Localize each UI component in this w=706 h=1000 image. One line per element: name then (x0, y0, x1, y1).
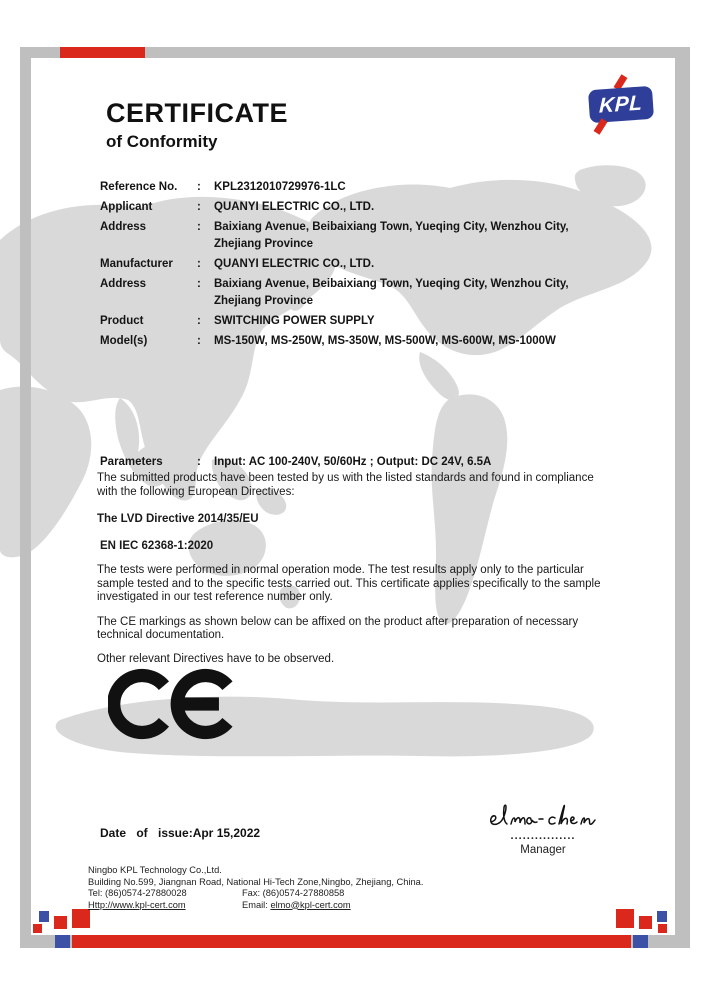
frame-right (675, 47, 690, 948)
date-of-issue (100, 826, 260, 840)
field-row-manufacturer-address (100, 276, 615, 310)
field-value: Input: AC 100-240V, 50/60Hz ; Output: DC 24V, 6.5A (214, 456, 492, 468)
certificate-title: CERTIFICATE (106, 98, 288, 128)
ce-mark (108, 666, 236, 742)
field-colon: : (197, 181, 201, 193)
field-label: Manufacturer (100, 258, 173, 270)
footer (88, 865, 528, 911)
date-of-issue-value: Apr 15,2022 (192, 826, 261, 840)
field-value: SWITCHING POWER SUPPLY (214, 315, 375, 327)
paragraph-tests: The tests were performed in normal operation mode. The test results apply only to the particular sample tested and to the specific tests carried out. This certificate applies specifically to the sample investigated in our test reference number only. (97, 564, 601, 603)
field-row-reference (100, 179, 615, 196)
footer-address: Building No.599, Jiangnan Road, National Hi-Tech Zone,Ningbo, Zhejiang, China. (88, 876, 424, 887)
logo-badge (588, 86, 654, 123)
field-row-applicant-address (100, 219, 615, 253)
footer-tel: Tel: (86)0574-27880028 (88, 888, 187, 898)
footer-email-link[interactable]: elmo@kpl-cert.com (270, 899, 351, 910)
signature-handwriting (481, 798, 605, 832)
paragraph-intro: The submitted products have been tested by us with the listed standards and found in compliance with the following European Directives: (97, 472, 594, 498)
field-colon: : (197, 201, 201, 213)
field-label: Product (100, 315, 144, 327)
top-red-accent (60, 47, 145, 58)
deco-square (639, 916, 652, 929)
field-value: Baixiang Avenue, Beibaixiang Town, Yueqing City, Wenzhou City, Zhejiang Province (214, 221, 569, 250)
field-label: Address (100, 278, 147, 290)
field-label: Model(s) (100, 335, 148, 347)
deco-square (39, 911, 49, 922)
field-colon: : (197, 315, 201, 327)
bottom-red-bar (72, 935, 631, 948)
field-colon: : (197, 335, 201, 347)
signature-role: Manager (520, 844, 566, 856)
certificate-fields (100, 179, 615, 353)
field-colon: : (197, 456, 201, 468)
deco-square (72, 909, 90, 928)
logo-text: KPL (598, 90, 644, 118)
bottom-blue-right (633, 935, 648, 948)
field-label: Address (100, 221, 147, 233)
field-colon: : (197, 258, 201, 270)
signature-block (476, 798, 610, 856)
field-value: QUANYI ELECTRIC CO., LTD. (214, 201, 375, 213)
footer-company: Ningbo KPL Technology Co.,Ltd. (88, 865, 222, 875)
paragraph-other: Other relevant Directives have to be observed. (97, 652, 335, 665)
deco-square (616, 909, 634, 928)
footer-email-label: Email: (242, 899, 268, 910)
field-row-product (100, 313, 615, 330)
footer-website-link[interactable]: Http://www.kpl-cert.com (88, 899, 186, 910)
field-colon: : (197, 221, 201, 233)
title-block (106, 98, 288, 152)
parameters-section (100, 454, 615, 474)
field-row-applicant (100, 199, 615, 216)
field-colon: : (197, 278, 201, 290)
field-label: Parameters (100, 456, 163, 468)
kpl-logo (585, 76, 663, 132)
date-of-issue-label: Date of issue: (100, 826, 193, 840)
field-row-parameters (100, 454, 615, 471)
deco-square (657, 911, 667, 922)
signature-dotted-line: ................ (510, 830, 576, 842)
field-label: Reference No. (100, 181, 178, 193)
directive-lvd: The LVD Directive 2014/35/EU (97, 513, 259, 525)
footer-email-line (242, 900, 351, 912)
field-value: KPL2312010729976-1LC (214, 181, 346, 193)
footer-fax: Fax: (86)0574-27880858 (242, 888, 345, 898)
certificate-subtitle: of Conformity (106, 132, 218, 151)
field-value: Baixiang Avenue, Beibaixiang Town, Yueqing City, Wenzhou City, Zhejiang Province (214, 278, 569, 307)
paragraph-ce-note: The CE markings as shown below can be affixed on the product after preparation of necessary technical documentation. (97, 615, 579, 641)
bottom-blue-left (55, 935, 70, 948)
deco-square (54, 916, 67, 929)
field-value: QUANYI ELECTRIC CO., LTD. (214, 258, 375, 270)
standard-en-iec: EN IEC 62368-1:2020 (100, 539, 214, 552)
deco-square (33, 924, 42, 933)
frame-left (20, 47, 31, 948)
field-row-models (100, 333, 615, 350)
deco-square (658, 924, 667, 933)
field-label: Applicant (100, 201, 153, 213)
field-value: MS-150W, MS-250W, MS-350W, MS-500W, MS-600W, MS-1000W (214, 335, 556, 347)
field-row-manufacturer (100, 256, 615, 273)
body-text (97, 472, 609, 666)
